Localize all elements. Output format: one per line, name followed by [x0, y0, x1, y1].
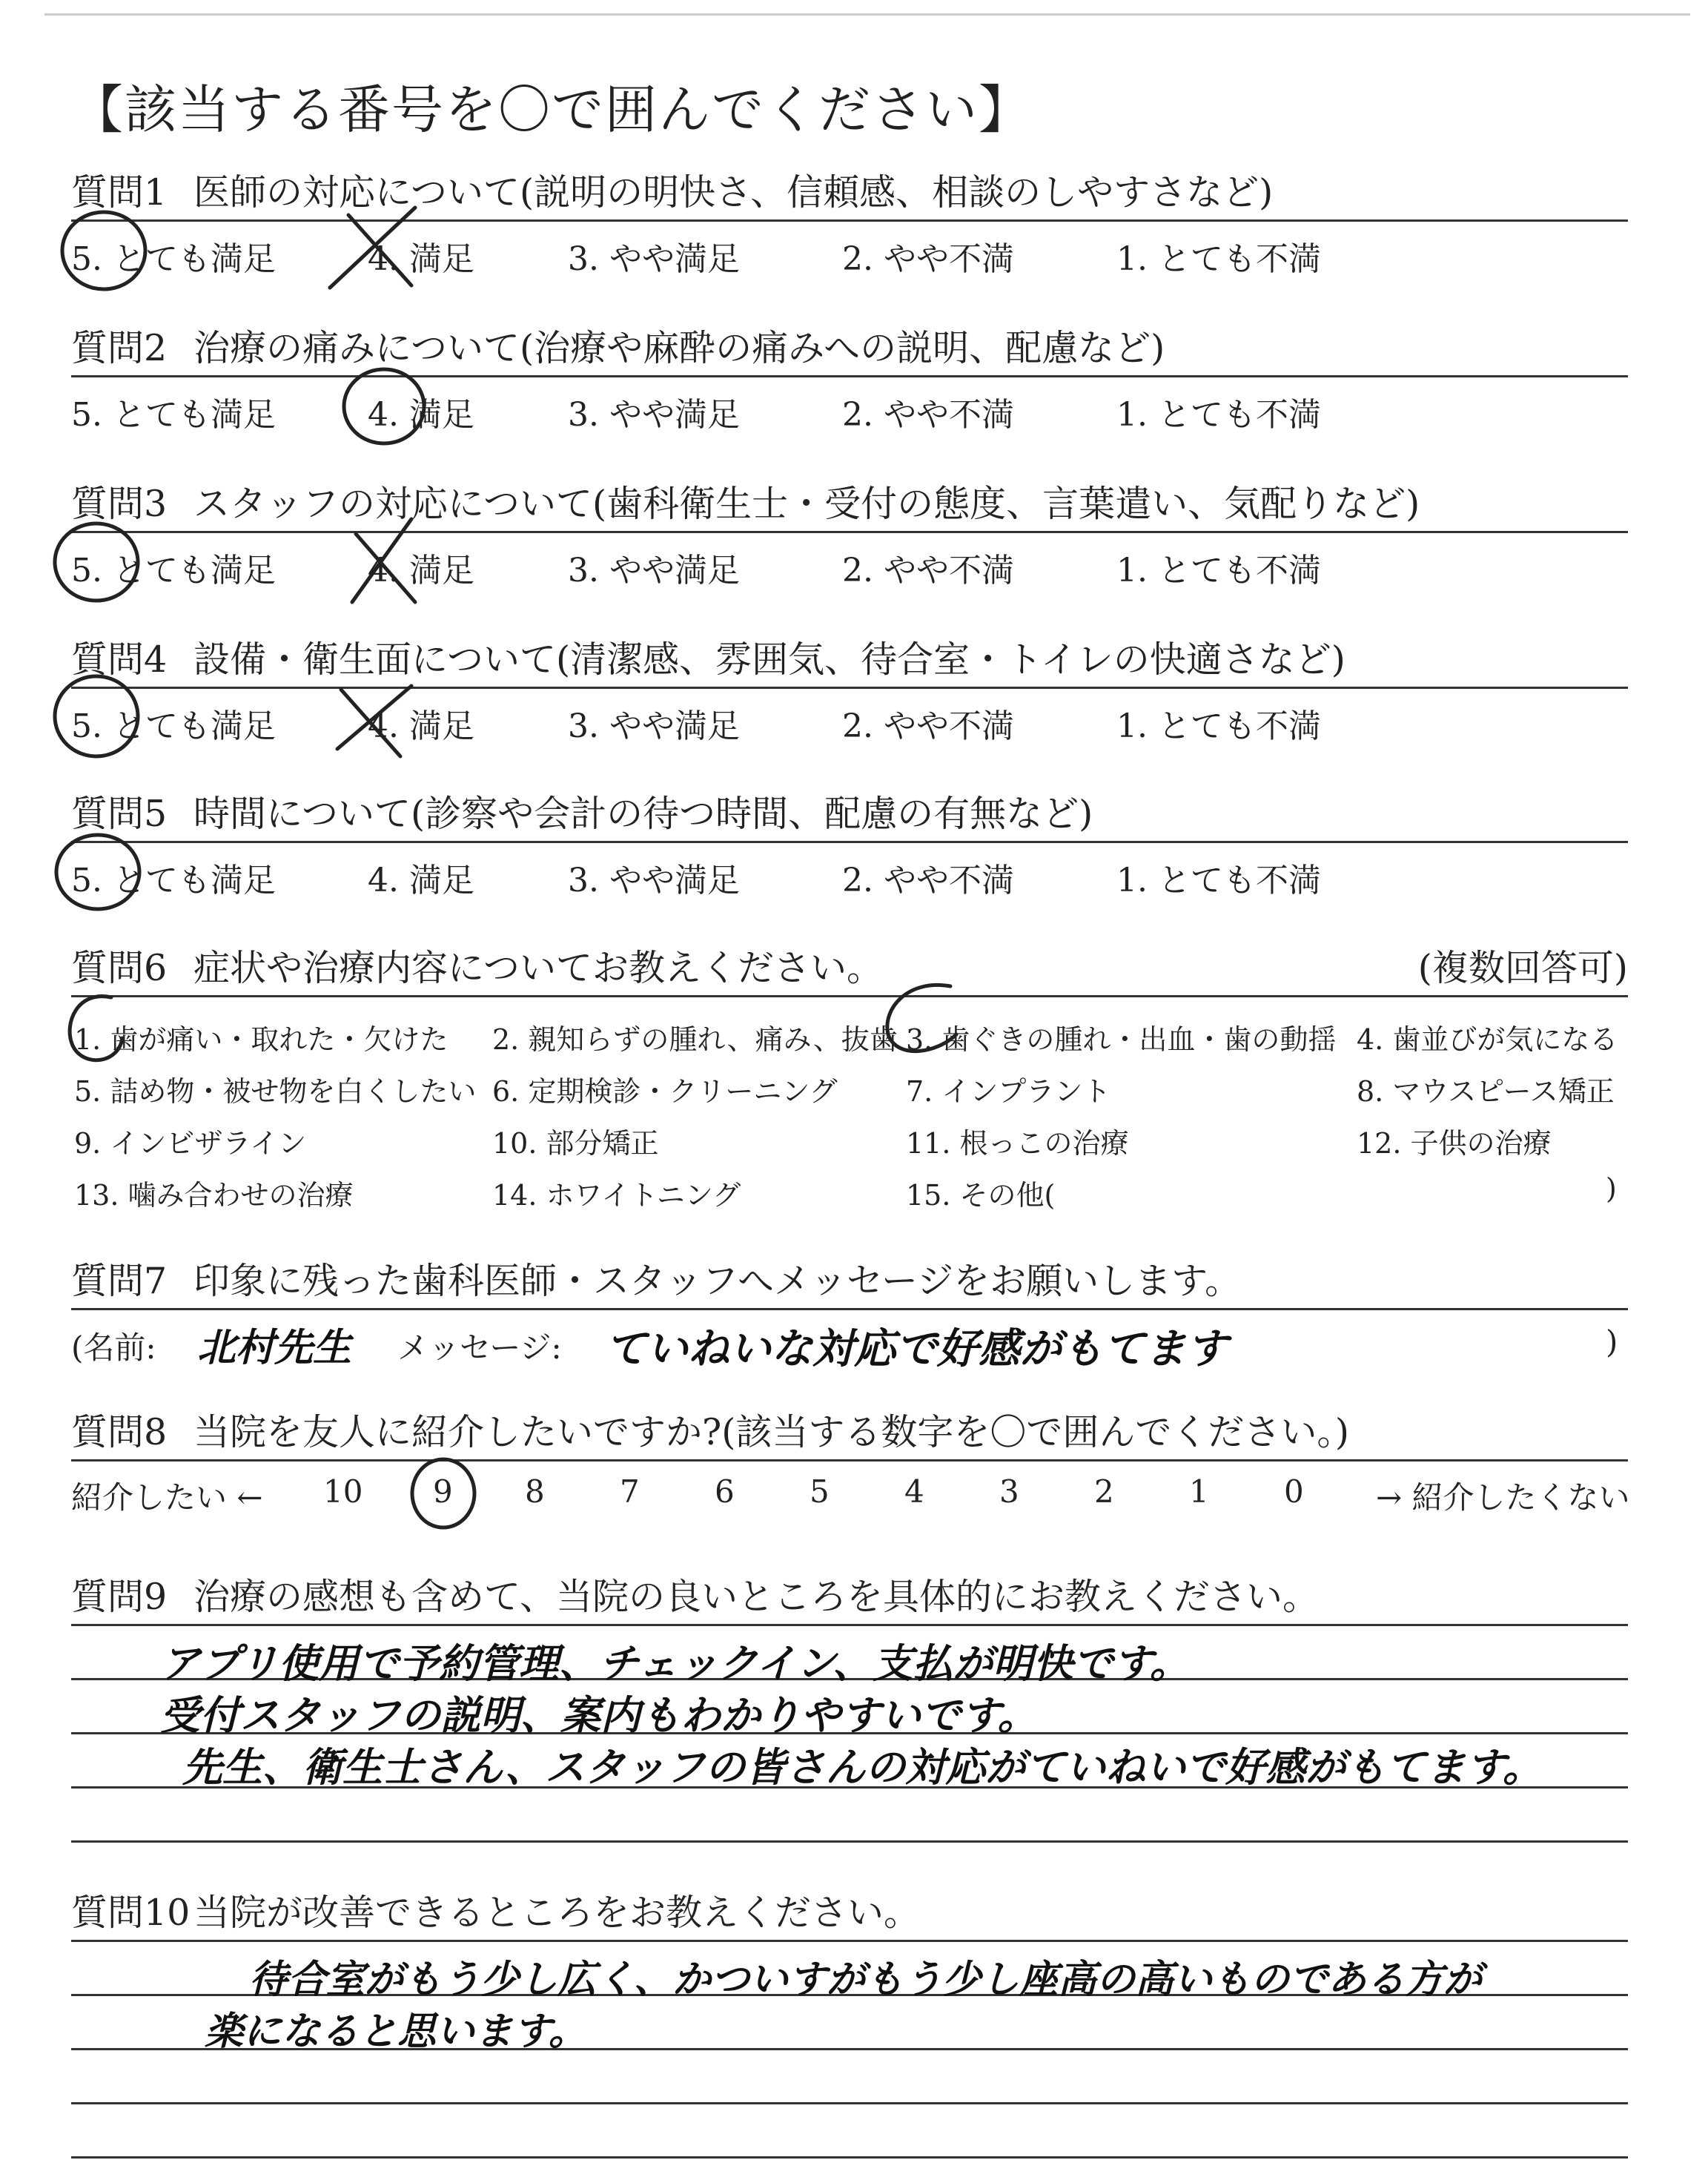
- option-2[interactable]: 2. やや不満: [842, 396, 1014, 434]
- question-title: 治療の感想も含めて、当院の良いところを具体的にお教えください。: [193, 1576, 1320, 1618]
- question-title: 時間について(診察や会計の待つ時間、配慮の有無など): [193, 793, 1093, 835]
- message-close: ): [1606, 1324, 1618, 1360]
- question-1: [71, 168, 1628, 277]
- question-8: [71, 1407, 1628, 1521]
- symptom-2[interactable]: 2. 親知らずの腫れ、痛み、抜歯: [492, 1023, 898, 1056]
- question-number: 質問2: [71, 327, 168, 369]
- question-number: 質問10: [71, 1892, 191, 1934]
- scale-3[interactable]: 3: [999, 1473, 1019, 1510]
- question-number: 質問4: [71, 638, 168, 681]
- scale-right-label: → 紹介したくない: [1376, 1479, 1630, 1516]
- scale-left-label: 紹介したい ←: [71, 1479, 263, 1516]
- question-title: 症状や治療内容についてお教えください。: [193, 947, 884, 989]
- question-number: 質問5: [71, 793, 168, 835]
- option-1[interactable]: 1. とても不満: [1116, 396, 1321, 434]
- option-3[interactable]: 3. やや満足: [568, 707, 740, 745]
- option-5[interactable]: 5. とても満足: [71, 396, 276, 434]
- question-2: [71, 323, 1628, 432]
- question-4: [71, 635, 1628, 744]
- answer-area[interactable]: [71, 1942, 1628, 2159]
- option-5[interactable]: 5. とても満足: [71, 707, 276, 745]
- scale-6[interactable]: 6: [715, 1473, 735, 1510]
- scale-8[interactable]: 8: [525, 1473, 545, 1510]
- question-title: スタッフの対応について(歯科衛生士・受付の態度、言葉遣い、気配りなど): [193, 483, 1420, 525]
- question-number: 質問8: [71, 1411, 168, 1453]
- option-1[interactable]: 1. とても不満: [1116, 240, 1321, 278]
- answer-line-3: 先生、衛生士さん、スタッフの皆さんの対応がていねいで好感がもてます。: [182, 1744, 1543, 1791]
- top-border: [44, 13, 1690, 16]
- option-3[interactable]: 3. やや満足: [568, 396, 740, 434]
- scale-9[interactable]: 9: [433, 1473, 453, 1510]
- scale-2[interactable]: 2: [1094, 1473, 1114, 1510]
- symptom-12[interactable]: 12. 子供の治療: [1357, 1127, 1552, 1160]
- scale-0[interactable]: 0: [1284, 1473, 1304, 1510]
- multiple-answer-note: (複数回答可): [1417, 947, 1628, 989]
- message-label: メッセージ:: [397, 1330, 562, 1366]
- symptom-8[interactable]: 8. マウスピース矯正: [1357, 1075, 1615, 1108]
- option-1[interactable]: 1. とても不満: [1116, 552, 1321, 589]
- symptom-other-close: ): [1606, 1172, 1617, 1205]
- option-4[interactable]: 4. 満足: [368, 552, 474, 589]
- symptom-10[interactable]: 10. 部分矯正: [492, 1127, 659, 1160]
- question-number: 質問9: [71, 1576, 168, 1618]
- answer-line-1: アプリ使用で予約管理、チェックイン、支払が明快です。: [160, 1640, 1190, 1687]
- symptom-options: [71, 997, 1628, 1220]
- question-number: 質問6: [71, 947, 168, 989]
- question-6: [71, 943, 1628, 1220]
- symptom-5[interactable]: 5. 詰め物・被せ物を白くしたい: [74, 1075, 477, 1108]
- symptom-6[interactable]: 6. 定期検診・クリーニング: [492, 1075, 838, 1108]
- option-2[interactable]: 2. やや不満: [842, 240, 1014, 278]
- symptom-14[interactable]: 14. ホワイトニング: [492, 1179, 741, 1212]
- question-3: [71, 479, 1628, 588]
- option-5[interactable]: 5. とても満足: [71, 862, 276, 899]
- option-2[interactable]: 2. やや不満: [842, 552, 1014, 589]
- symptom-1[interactable]: 1. 歯が痛い・取れた・欠けた: [74, 1023, 448, 1056]
- question-number: 質問3: [71, 483, 168, 525]
- question-title: 当院が改善できるところをお教えください。: [193, 1892, 921, 1934]
- answer-area[interactable]: [71, 1626, 1628, 1843]
- recommend-scale: [71, 1462, 1628, 1521]
- scale-5[interactable]: 5: [810, 1473, 830, 1510]
- name-label: (名前:: [71, 1330, 156, 1366]
- symptom-9[interactable]: 9. インビザライン: [74, 1127, 307, 1160]
- scale-4[interactable]: 4: [904, 1473, 924, 1510]
- message-value[interactable]: ていねいな対応で好感がもてます: [605, 1325, 1228, 1373]
- option-4[interactable]: 4. 満足: [368, 396, 474, 434]
- option-1[interactable]: 1. とても不満: [1116, 707, 1321, 745]
- scale-1[interactable]: 1: [1189, 1473, 1209, 1510]
- question-title: 治療の痛みについて(治療や麻酔の痛みへの説明、配慮など): [193, 327, 1165, 369]
- scale-10[interactable]: 10: [323, 1473, 363, 1510]
- option-3[interactable]: 3. やや満足: [568, 240, 740, 278]
- question-title: 設備・衛生面について(清潔感、雰囲気、待合室・トイレの快適さなど): [193, 638, 1345, 681]
- option-2[interactable]: 2. やや不満: [842, 862, 1014, 899]
- form-heading: 【該当する番号を〇で囲んでください】: [71, 79, 1032, 140]
- scale-7[interactable]: 7: [620, 1473, 640, 1510]
- name-value[interactable]: 北村先生: [197, 1326, 352, 1370]
- question-title: 印象に残った歯科医師・スタッフへメッセージをお願いします。: [193, 1260, 1242, 1302]
- question-9: [71, 1572, 1628, 1843]
- question-title: 医師の対応について(説明の明快さ、信頼感、相談のしやすさなど): [193, 171, 1274, 214]
- option-5[interactable]: 5. とても満足: [71, 240, 276, 278]
- question-title: 当院を友人に紹介したいですか?(該当する数字を〇で囲んでください。): [193, 1411, 1350, 1453]
- symptom-4[interactable]: 4. 歯並びが気になる: [1357, 1023, 1618, 1056]
- question-10: [71, 1888, 1628, 2159]
- answer-line-2: 楽になると思います。: [205, 2009, 587, 2054]
- question-5: [71, 789, 1628, 898]
- question-number: 質問7: [71, 1260, 168, 1302]
- option-3[interactable]: 3. やや満足: [568, 552, 740, 589]
- option-1[interactable]: 1. とても不満: [1116, 862, 1321, 899]
- symptom-11[interactable]: 11. 根っこの治療: [906, 1127, 1129, 1160]
- symptom-7[interactable]: 7. インプラント: [906, 1075, 1111, 1108]
- symptom-13[interactable]: 13. 噛み合わせの治療: [74, 1179, 354, 1212]
- answer-line-2: 受付スタッフの説明、案内もわかりやすいです。: [160, 1692, 1038, 1739]
- symptom-15[interactable]: 15. その他(: [906, 1179, 1056, 1212]
- symptom-3[interactable]: 3. 歯ぐきの腫れ・出血・歯の動揺: [906, 1023, 1337, 1056]
- option-5[interactable]: 5. とても満足: [71, 552, 276, 589]
- question-7: [71, 1256, 1628, 1373]
- option-2[interactable]: 2. やや不満: [842, 707, 1014, 745]
- option-4[interactable]: 4. 満足: [368, 707, 474, 745]
- option-4[interactable]: 4. 満足: [368, 862, 474, 899]
- option-3[interactable]: 3. やや満足: [568, 862, 740, 899]
- answer-line-1: 待合室がもう少し広く、かついすがもう少し座高の高いものである方が: [249, 1958, 1482, 2002]
- option-4[interactable]: 4. 満足: [368, 240, 474, 278]
- question-number: 質問1: [71, 171, 168, 214]
